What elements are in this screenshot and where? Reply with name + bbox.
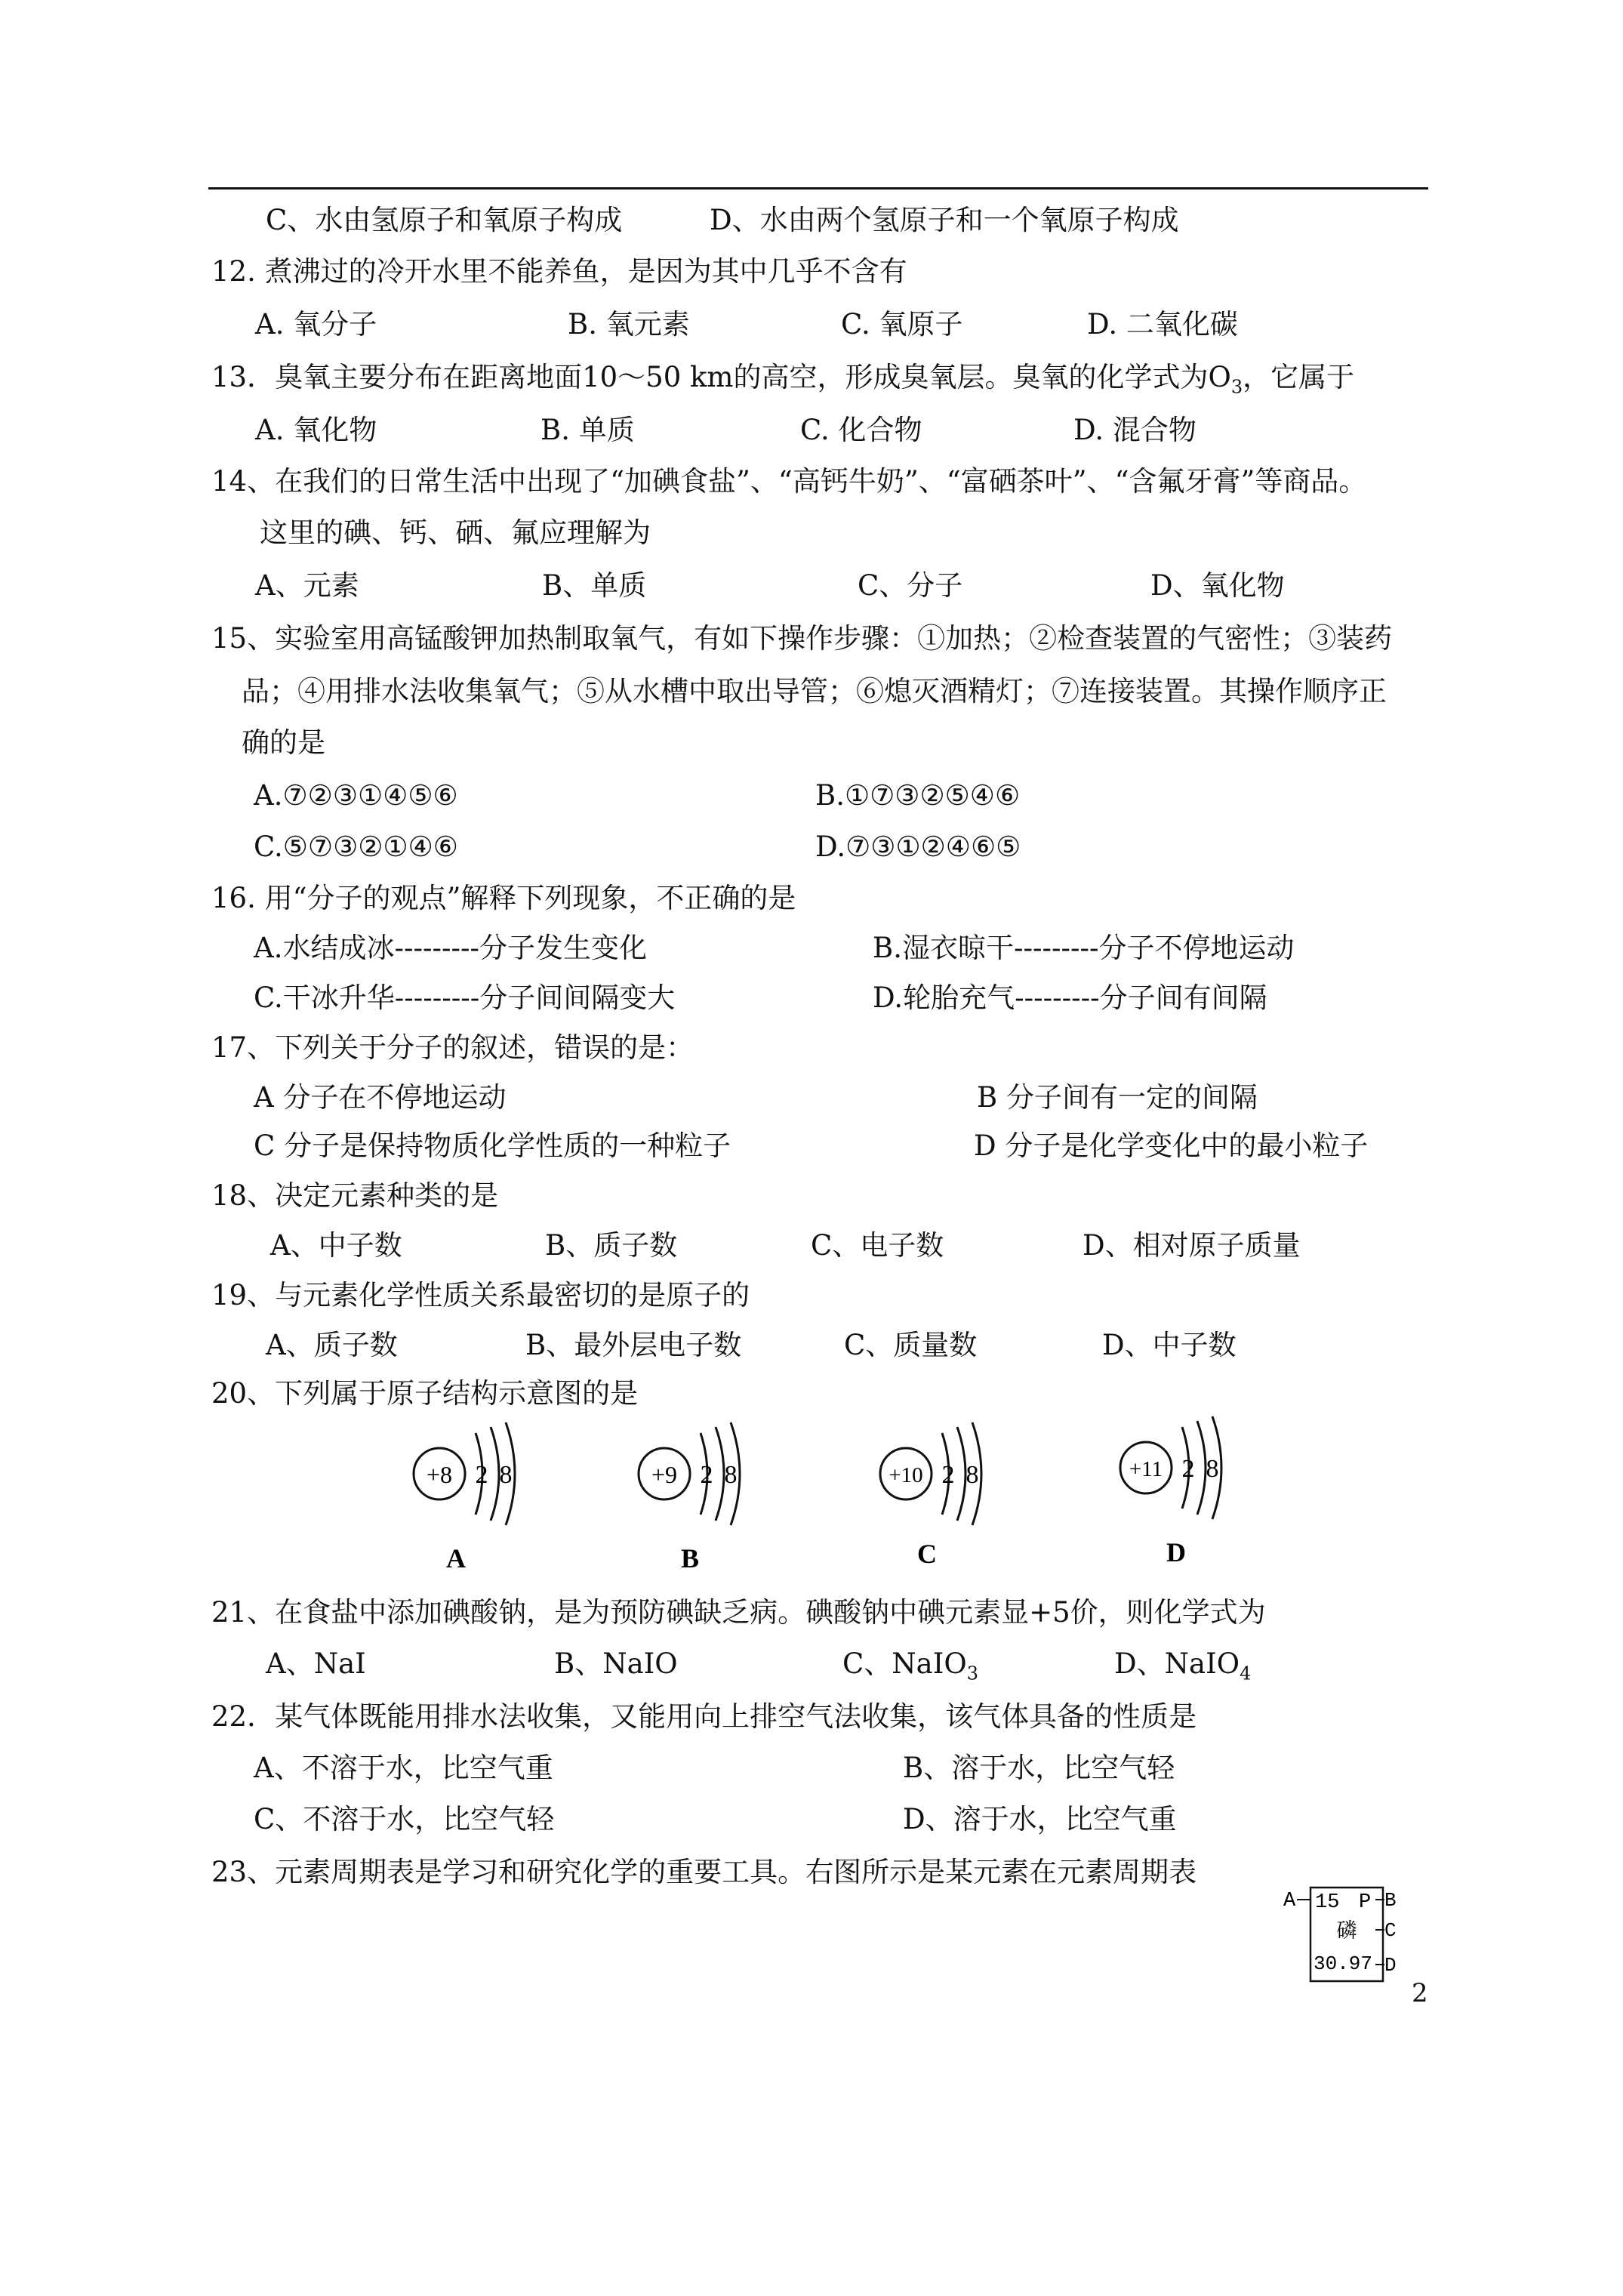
- q12-stem: 12. 煮沸过的冷开水里不能养鱼，是因为其中几乎不含有: [211, 255, 907, 288]
- pointer-c: C: [1384, 1919, 1397, 1942]
- q22-option-c: C、不溶于水，比空气轻: [254, 1803, 555, 1835]
- diagram-label: A: [446, 1543, 466, 1573]
- q19-stem: 19、与元素化学性质关系最密切的是原子的: [211, 1279, 750, 1311]
- element-symbol: P: [1359, 1891, 1372, 1914]
- q14-stem-line2: 这里的碘、钙、硒、氟应理解为: [260, 516, 651, 549]
- q19-option-b: B、最外层电子数: [525, 1329, 742, 1361]
- pointer-a: A: [1283, 1890, 1296, 1912]
- q22-option-a: A、不溶于水，比空气重: [254, 1752, 553, 1784]
- nucleus-charge: +9: [651, 1461, 678, 1488]
- q14-option-a: A、元素: [255, 569, 359, 602]
- shell1-electrons: 2: [475, 1461, 488, 1489]
- shell2-electrons: 8: [724, 1461, 738, 1489]
- atomic-number: 15: [1315, 1891, 1340, 1914]
- shell2-electrons: 8: [965, 1461, 979, 1489]
- q15-stem-line1: 15、实验室用高锰酸钾加热制取氧气，有如下操作步骤：①加热；②检查装置的气密性；③装药: [211, 622, 1393, 655]
- q17-option-c: C 分子是保持物质化学性质的一种粒子: [254, 1130, 731, 1162]
- atomic-mass: 30.97: [1313, 1952, 1373, 1975]
- q13-stem: 13．臭氧主要分布在距离地面10～50 km的高空，形成臭氧层。臭氧的化学式为$O_3$，它属于: [211, 361, 1355, 398]
- atom-diagram-b: [633, 1419, 768, 1578]
- q18-stem: 18、决定元素种类的是: [211, 1179, 499, 1212]
- shell2-electrons: 8: [499, 1461, 513, 1489]
- q12-option-d: D. 二氧化碳: [1087, 308, 1238, 341]
- q23-stem: 23、元素周期表是学习和研究化学的重要工具。右图所示是某元素在元素周期表: [211, 1856, 1197, 1888]
- q22-option-b: B、溶于水，比空气轻: [903, 1752, 1175, 1784]
- q21-option-d: D、NaIO$_4$: [1114, 1647, 1252, 1684]
- q17-option-b: B 分子间有一定的间隔: [977, 1081, 1258, 1114]
- q18-option-d: D、相对原子质量: [1083, 1229, 1301, 1262]
- q17-stem: 17、下列关于分子的叙述，错误的是：: [211, 1031, 694, 1064]
- q17-option-d: D 分子是化学变化中的最小粒子: [974, 1130, 1369, 1162]
- atom-diagram-c: [874, 1419, 1010, 1578]
- q21-option-c: C、NaIO$_3$: [842, 1647, 978, 1684]
- page-number: 2: [1412, 1978, 1428, 2008]
- atom-diagram-a: [408, 1419, 544, 1578]
- q15-option-a: A.⑦②③①④⑤⑥: [254, 779, 458, 812]
- q14-stem-line1: 14、在我们的日常生活中出现了“加碘食盐”、“高钙牛奶”、“富硒茶叶”、“含氟牙膏”等商品。: [211, 465, 1367, 498]
- q14-option-b: B、单质: [542, 569, 647, 602]
- q12-option-b: B. 氧元素: [568, 308, 690, 341]
- q13-option-c: C. 化合物: [800, 414, 922, 446]
- q15-option-b: B.①⑦③②⑤④⑥: [815, 779, 1021, 812]
- q14-option-d: D、氧化物: [1150, 569, 1285, 602]
- q18-option-b: B、质子数: [545, 1229, 678, 1262]
- q13-option-b: B. 单质: [540, 414, 635, 446]
- pointer-d: D: [1384, 1954, 1397, 1977]
- nucleus-charge: +10: [888, 1463, 923, 1487]
- q20-stem: 20、下列属于原子结构示意图的是: [211, 1377, 639, 1410]
- q11-option-c: C、水由氢原子和氧原子构成: [266, 204, 623, 236]
- q21-option-a: A、NaI: [266, 1647, 366, 1680]
- q17-option-a: A 分子在不停地运动: [254, 1081, 507, 1114]
- diagram-label: D: [1166, 1537, 1186, 1567]
- q15-option-d: D.⑦③①②④⑥⑤: [815, 831, 1021, 863]
- q18-option-a: A、中子数: [270, 1229, 402, 1262]
- q21-option-b: B、NaIO: [554, 1647, 678, 1680]
- q21-stem: 21、在食盐中添加碘酸钠，是为预防碘缺乏病。碘酸钠中碘元素显+5价，则化学式为: [211, 1596, 1266, 1629]
- q16-option-d: D.轮胎充气---------分子间有间隔: [873, 982, 1267, 1014]
- q19-option-a: A、质子数: [266, 1329, 398, 1361]
- nucleus-charge: +8: [426, 1461, 453, 1488]
- q11-option-d: D、水由两个氢原子和一个氧原子构成: [710, 204, 1179, 236]
- header-rule: [208, 187, 1428, 190]
- atom-diagram-d: [1114, 1413, 1250, 1572]
- periodic-element-cell: [1283, 1883, 1397, 1989]
- q12-option-c: C. 氧原子: [841, 308, 963, 341]
- q16-option-a: A.水结成冰---------分子发生变化: [254, 932, 647, 964]
- q19-option-c: C、质量数: [844, 1329, 978, 1361]
- q14-option-c: C、分子: [858, 569, 963, 602]
- q15-option-c: C.⑤⑦③②①④⑥: [254, 831, 458, 863]
- pointer-b: B: [1384, 1889, 1397, 1912]
- q13-option-a: A. 氧化物: [255, 414, 377, 446]
- q18-option-c: C、电子数: [811, 1229, 944, 1262]
- element-name: 磷: [1336, 1919, 1357, 1943]
- diagram-label: C: [917, 1539, 937, 1569]
- q12-option-a: A. 氧分子: [255, 308, 377, 341]
- q22-stem: 22．某气体既能用排水法收集，又能用向上排空气法收集，该气体具备的性质是: [211, 1700, 1197, 1733]
- q16-option-b: B.湿衣晾干---------分子不停地运动: [873, 932, 1295, 964]
- q16-option-c: C.干冰升华---------分子间间隔变大: [254, 982, 676, 1014]
- shell2-electrons: 8: [1206, 1455, 1219, 1483]
- shell1-electrons: 2: [941, 1461, 955, 1489]
- q22-option-d: D、溶于水，比空气重: [903, 1803, 1177, 1835]
- q16-stem: 16. 用“分子的观点”解释下列现象，不正确的是: [211, 882, 796, 914]
- q13-option-d: D. 混合物: [1073, 414, 1196, 446]
- nucleus-charge: +11: [1129, 1457, 1163, 1481]
- diagram-label: B: [680, 1543, 700, 1573]
- shell1-electrons: 2: [1181, 1455, 1195, 1483]
- q15-stem-line3: 确的是: [242, 726, 325, 759]
- q15-stem-line2: 品；④用排水法收集氧气；⑤从水槽中取出导管；⑥熄灭酒精灯；⑦连接装置。其操作顺序正: [242, 675, 1387, 707]
- shell1-electrons: 2: [700, 1461, 713, 1489]
- q19-option-d: D、中子数: [1102, 1329, 1236, 1361]
